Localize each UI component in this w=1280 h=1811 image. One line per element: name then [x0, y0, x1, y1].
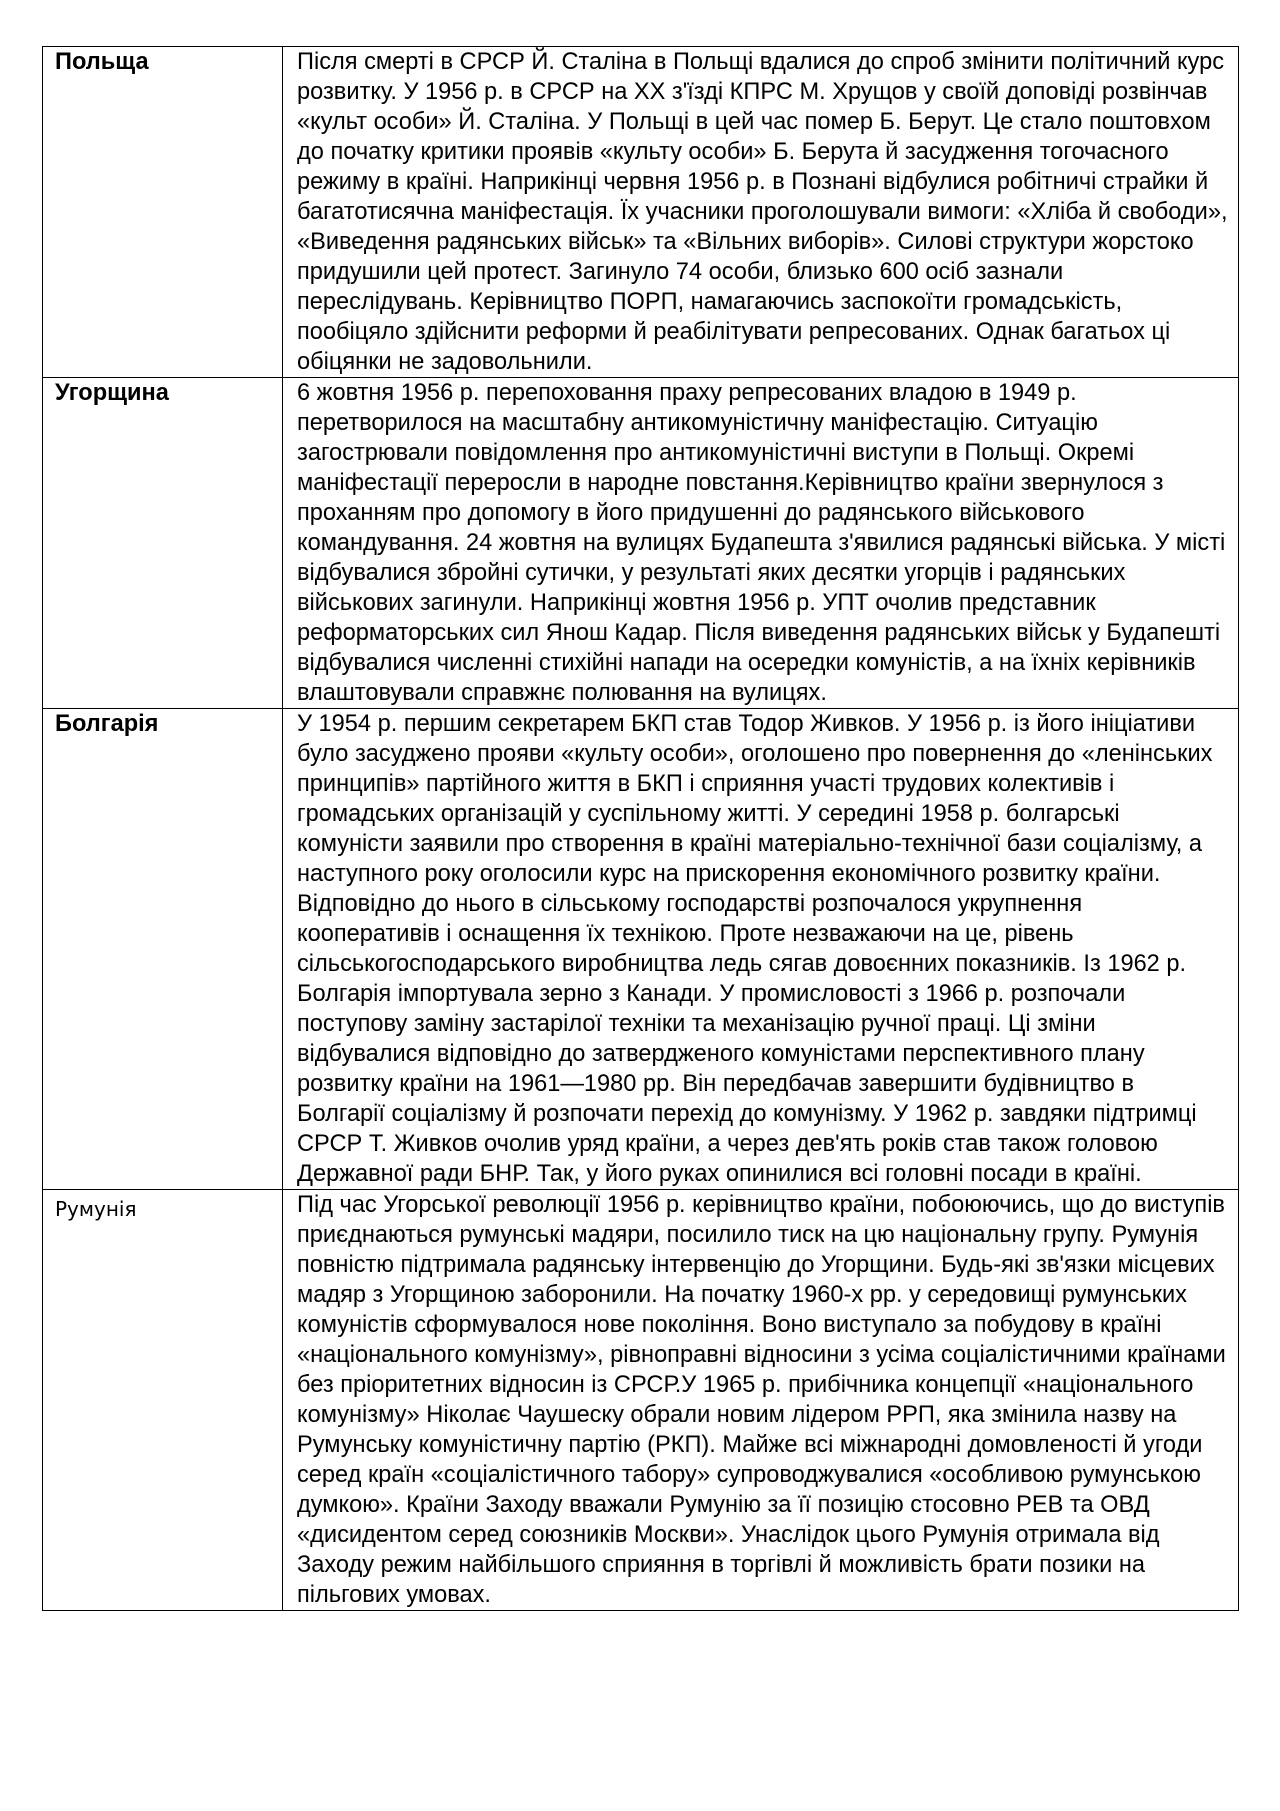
description-cell — [283, 709, 1239, 1190]
description-text: У 1954 р. першим секретарем БКП став Тодор Живков. У 1956 р. із його ініціативи було засуджено прояви «культу особи», оголошено про повернення до «ленінських принципів» партійного життя в БКП і сприяння участі трудових колективів і громадських організацій у суспільному житті. У середині 1958 р. болгарські комуністи заявили про створення в країні матеріально-технічної бази соціалізму, а наступного року оголосили курс на прискорення економічного розвитку країни. Відповідно до нього в сільському господарстві розпочалося укрупнення кооперативів і оснащення їх технікою. Проте незважаючи на це, рівень сільськогосподарського виробництва ледь сягав довоєнних показників. Із 1962 р. Болгарія імпортувала зерно з Канади. У промисловості з 1966 р. розпочали поступову заміну застарілої техніки та механізацію ручної праці. Ці зміни відбувалися відповідно до затвердженого комуністами перспективного плану розвитку країни на 1961—1980 рр. Він передбачав завершити будівництво в Болгарії соціалізму й розпочати перехід до комунізму. У 1962 р. завдяки підтримці СРСР Т. Живков очолив уряд країни, а через дев'ять років став також головою Державної ради БНР. Так, у його руках опинилися всі головні посади в країні. — [297, 711, 1213, 1187]
description-cell — [283, 1190, 1239, 1611]
country-cell: Угорщина — [43, 378, 283, 709]
description-text: 6 жовтня 1956 р. перепоховання праху репресованих владою в 1949 р. перетворилося на масштабну антикомуністичну маніфестацію. Ситуацію загострювали повідомлення про антикомуністичні виступи в Польщі. Окремі маніфестації переросли в народне повстання.Керівництво країни звернулося з проханням про допомогу в його придушенні до радянського військового командування. 24 жовтня на вулицях Будапешта з'явилися радянські війська. У місті відбувалися збройні сутички, у результаті яких десятки угорців і радянських військових загинули. Наприкінці жовтня 1956 р. УПТ очолив представник реформаторських сил Янош Кадар. Після виведення радянських військ у Будапешті відбувалися численні стихійні напади на осередки комуністів, а на їхніх керівників влаштовували справжнє полювання на вулицях. — [297, 380, 1226, 706]
table-row — [43, 47, 1239, 378]
table-row — [43, 709, 1239, 1190]
country-cell: Польща — [43, 47, 283, 378]
country-cell: Болгарія — [43, 709, 283, 1190]
table-row — [43, 378, 1239, 709]
table-row — [43, 1190, 1239, 1611]
description-text: Під час Угорської революції 1956 р. керівництво країни, побоюючись, що до виступів приєднаються румунські мадяри, посилило тиск на цю національну групу. Румунія повністю підтримала радянську інтервенцію до Угорщини. Будь-які зв'язки місцевих мадяр з Угорщиною заборонили. На початку 1960-х рр. у середовищі румунських комуністів сформувалося нове покоління. Воно виступало за побудову в країні «національного комунізму», рівноправні відносини з усіма соціалістичними країнами без пріоритетних відносин із СРСР.У 1965 р. прибічника концепції «національного комунізму» Ніколає Чаушеску обрали новим лідером РРП, яка змінила назву на Румунську комуністичну партію (РКП). Майже всі міжнародні домовленості й угоди серед країн «соціалістичного табору» супроводжувалися «особливою румунською думкою». Країни Заходу вважали Румунію за її позицію стосовно РЕВ та ОВД «дисидентом серед союзників Москви». Унаслідок цього Румунія отримала від Заходу режим найбільшого сприяння в торгівлі й можливість брати позики на пільгових умовах. — [297, 1192, 1226, 1608]
history-table — [42, 46, 1239, 1611]
description-cell — [283, 47, 1239, 378]
country-cell: Румунія — [43, 1190, 283, 1611]
description-cell — [283, 378, 1239, 709]
description-text: Після смерті в СРСР Й. Сталіна в Польщі вдалися до спроб змінити політичний курс розвитку. У 1956 р. в СРСР на ХХ з'їзді КПРС М. Хрущов у своїй доповіді розвінчав «культ особи» Й. Сталіна. У Польщі в цей час помер Б. Берут. Це стало поштовхом до початку критики проявів «культу особи» Б. Берута й засудження тогочасного режиму в країні. Наприкінці червня 1956 р. в Познані відбулися робітничі страйки й багатотисячна маніфестація. Їх учасники проголошували вимоги: «Хліба й свободи», «Виведення радянських військ» та «Вільних виборів». Силові структури жорстоко придушили цей протест. Загинуло 74 особи, близько 600 осіб зазнали переслідувань. Керівництво ПОРП, намагаючись заспокоїти громадськість, пообіцяло здійснити реформи й реабілітувати репресованих. Однак багатьох ці обіцянки не задовольнили. — [297, 49, 1228, 375]
